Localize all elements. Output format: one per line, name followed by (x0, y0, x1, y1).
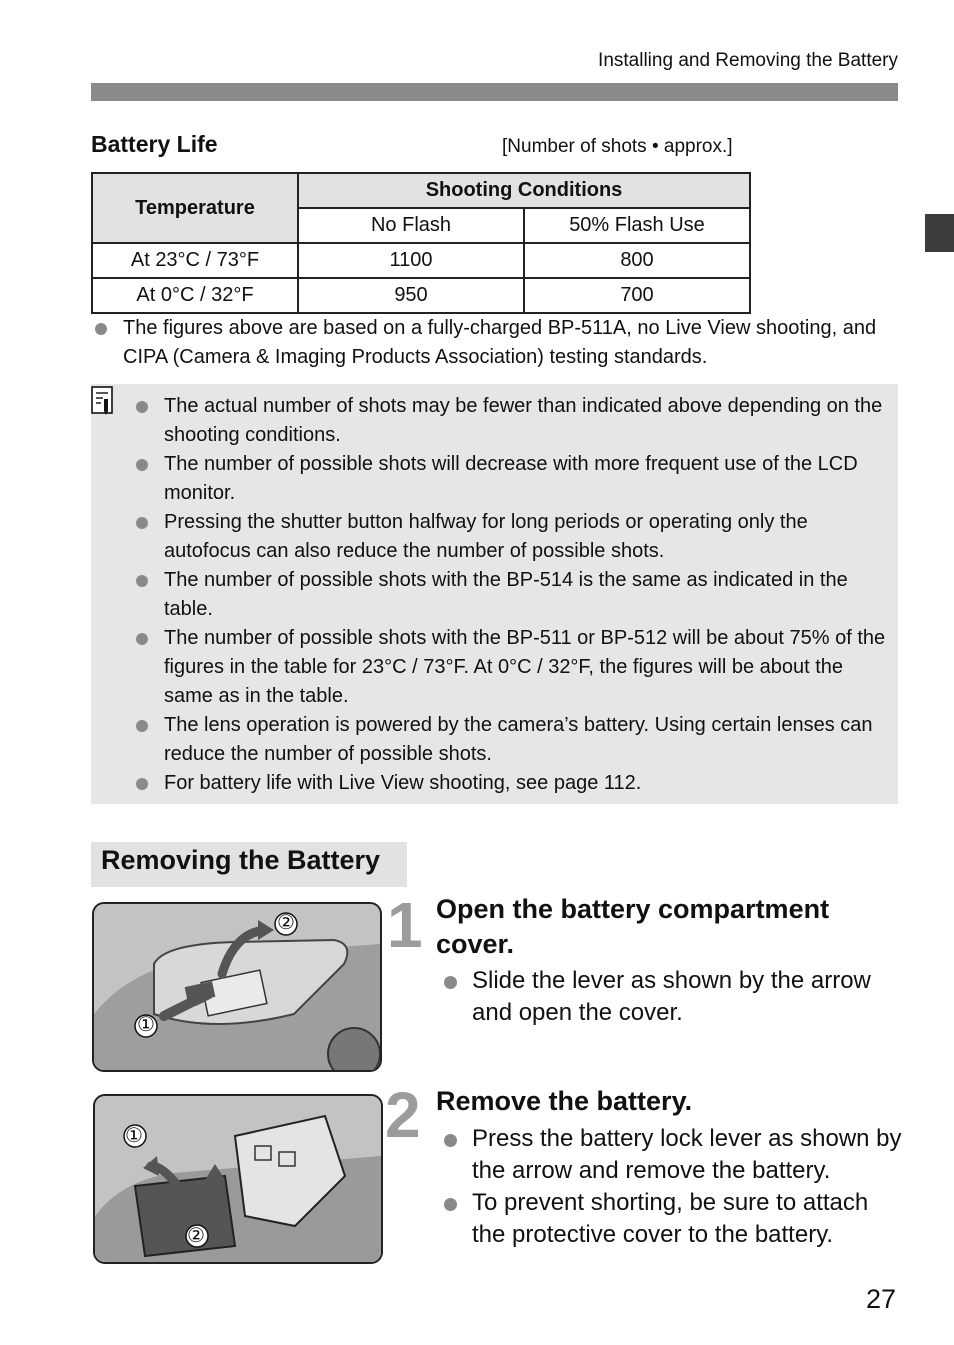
table-row (92, 278, 750, 313)
table-footnote (95, 314, 900, 372)
col-header-shooting-conditions: Shooting Conditions (298, 173, 750, 208)
memo-list (136, 392, 886, 798)
step2-illustration (93, 1094, 383, 1264)
step-bullet-text: Press the battery lock lever as shown by the arrow and remove the battery. (472, 1125, 902, 1184)
callout-2: ② (187, 1225, 205, 1247)
col-header-flash-50: 50% Flash Use (524, 208, 750, 243)
memo-item-text: The number of possible shots will decrease with more frequent use of the LCD monitor. (164, 453, 858, 504)
list-item (136, 769, 886, 798)
list-item (136, 624, 886, 711)
step1-illustration (92, 902, 382, 1072)
table-row (92, 243, 750, 278)
bullet-icon (136, 575, 148, 587)
cell-flash-50: 700 (524, 278, 750, 313)
header-rule (91, 83, 898, 101)
step1-bullets (444, 965, 904, 1029)
callout-2: ② (277, 912, 295, 934)
bullet-icon (136, 459, 148, 471)
bullet-icon (95, 323, 107, 335)
cell-no-flash: 1100 (298, 243, 524, 278)
section-heading: Removing the Battery (101, 845, 381, 875)
running-header: Installing and Removing the Battery (598, 50, 898, 71)
bullet-icon (444, 1198, 457, 1211)
step-number-1: 1 (387, 889, 423, 961)
col-header-no-flash: No Flash (298, 208, 524, 243)
step-number-2: 2 (385, 1079, 421, 1151)
battery-life-table (91, 172, 751, 314)
memo-item-text: The number of possible shots with the BP-514 is the same as indicated in the table. (164, 569, 848, 620)
step1-title: Open the battery compartment cover. (436, 894, 830, 959)
bullet-icon (136, 778, 148, 790)
list-item (444, 1187, 904, 1251)
list-item (136, 711, 886, 769)
bullet-icon (136, 401, 148, 413)
list-item (136, 566, 886, 624)
bullet-icon (444, 976, 457, 989)
bullet-icon (136, 517, 148, 529)
list-item (444, 1123, 904, 1187)
memo-item-text: For battery life with Live View shooting, see page 112. (164, 772, 642, 794)
memo-item-text: The number of possible shots with the BP-511 or BP-512 will be about 75% of the figures in the table for 23°C / 73°F. At 0°C / 32°F, the figures will be about the same as in the table. (164, 627, 886, 707)
list-item (444, 965, 904, 1029)
bullet-icon (444, 1134, 457, 1147)
col-header-temperature: Temperature (92, 173, 298, 243)
memo-item-text: Pressing the shutter button halfway for long periods or operating only the autofocus can also reduce the number of possible shots. (164, 511, 808, 562)
memo-item-text: The actual number of shots may be fewer than indicated above depending on the shooting conditions. (164, 395, 883, 446)
list-item (136, 450, 886, 508)
step2-title: Remove the battery. (436, 1086, 693, 1116)
footnote-text: The figures above are based on a fully-charged BP-511A, no Live View shooting, and CIPA (Camera & Imaging Products Association) testing standards. (123, 317, 877, 368)
step-bullet-text: To prevent shorting, be sure to attach the protective cover to the battery. (472, 1189, 869, 1248)
list-item (136, 508, 886, 566)
memo-item-text: The lens operation is powered by the camera’s battery. Using certain lenses can reduce the number of possible shots. (164, 714, 873, 765)
chapter-tab-marker (925, 214, 954, 252)
battery-life-heading: Battery Life (91, 131, 218, 157)
callout-1: ① (125, 1125, 143, 1147)
cell-flash-50: 800 (524, 243, 750, 278)
list-item (136, 392, 886, 450)
step-bullet-text: Slide the lever as shown by the arrow and open the cover. (472, 967, 871, 1026)
callout-1: ① (137, 1014, 155, 1036)
row-temperature: At 23°C / 73°F (92, 243, 298, 278)
cell-no-flash: 950 (298, 278, 524, 313)
row-temperature: At 0°C / 32°F (92, 278, 298, 313)
unit-note: [Number of shots • approx.] (502, 136, 733, 157)
page-number: 27 (866, 1284, 897, 1314)
bullet-icon (136, 720, 148, 732)
bullet-icon (136, 633, 148, 645)
memo-icon (91, 386, 113, 416)
step2-bullets (444, 1123, 904, 1251)
